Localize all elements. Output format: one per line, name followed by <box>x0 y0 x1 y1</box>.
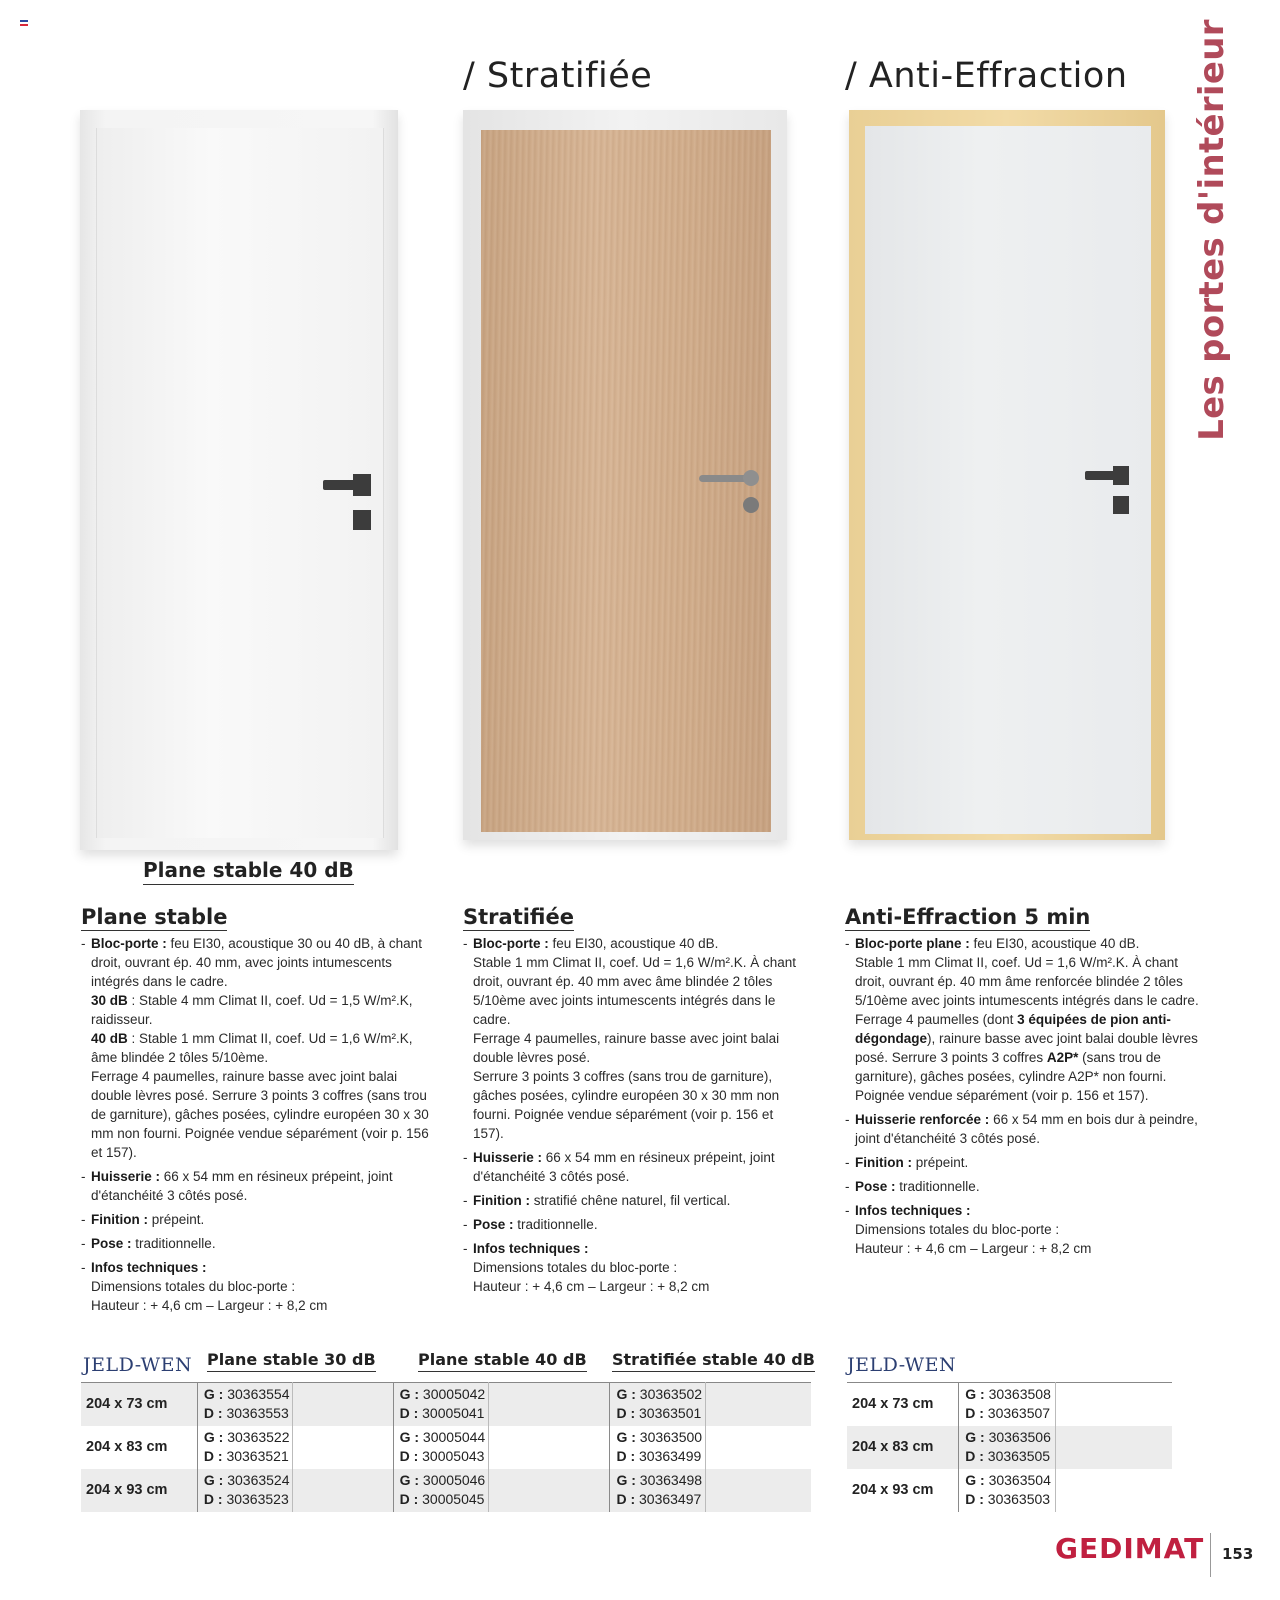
spec-item-infos: - Infos techniques : Dimensions totales du bloc-porte : Hauteur : + 4,6 cm – Largeur : + 8,2 cm <box>463 1239 803 1296</box>
spec-item-bloc-porte: - Bloc-porte : feu EI30, acoustique 30 ou 40 dB, à chant droit, ouvrant ép. 40 mm, avec joints intumescents intégrés dans le cadre. 30 dB : Stable 4 mm Climat II, coef. Ud = 1,5 W/m².K, raidisseur. 40 dB : Stable 1 mm Climat II, coef. Ud = 1,6 W/m².K, âme blindée 2 tôles 5/10ème. Ferrage 4 paumelles, rainure basse avec joint balai double lèvres posé. Serrure 3 points 3 coffres (sans trou de garniture), gâches posées, cylindre européen 30 x 30 mm non fourni. Poignée vendue séparément (voir p. 156 et 157). <box>81 934 441 1162</box>
spec-item-bloc-porte: - Bloc-porte plane : feu EI30, acoustique 40 dB. Stable 1 mm Climat II, coef. Ud = 1,6 W/m².K. À chant droit, ouvrant ép. 40 mm âme renforcée blindée 2 tôles 5/10ème avec joints intumescents intégrés dans le cadre. Ferrage 4 paumelles (dont 3 équipées de pion anti-dégondage), rainure basse avec joint balai double lèvres posé. Serrure 3 points 3 coffres A2P* (sans trou de garniture), gâches posées, cylindre A2P* non fourni. Poignée vendue séparément (voir p. 156 et 157). <box>845 934 1205 1105</box>
reference-code-cell: G : 30363508 D : 30363507 <box>959 1383 1055 1426</box>
side-category-title: Les portes d'intérieur <box>1192 19 1232 441</box>
reference-code-cell: G : 30363504 D : 30363503 <box>959 1469 1055 1512</box>
reference-code-cell: G : 30005046 D : 30005045 <box>393 1469 488 1512</box>
door-image-stratifiee <box>463 110 787 840</box>
spec-item-pose: - Pose : traditionnelle. <box>845 1177 1205 1196</box>
spec-item-huisserie: - Huisserie : 66 x 54 mm en résineux prépeint, joint d'étanchéité 3 côtés posé. <box>81 1167 441 1205</box>
reference-code-cell: G : 30363500 D : 30363499 <box>610 1426 705 1469</box>
size-cell: 204 x 93 cm <box>86 1482 168 1498</box>
size-cell: 204 x 83 cm <box>86 1439 168 1455</box>
spec-list <box>845 934 1205 1258</box>
reference-code-cell: G : 30363524 D : 30363523 <box>197 1469 292 1512</box>
gedimat-logo: GEDIMAT <box>1055 1532 1205 1565</box>
flag-icon <box>20 20 28 26</box>
spec-item-finition: - Finition : stratifié chêne naturel, fil vertical. <box>463 1191 803 1210</box>
door-handle-plate-icon <box>1113 466 1129 485</box>
door-image-plane <box>80 110 398 850</box>
spec-item-pose: - Pose : traditionnelle. <box>463 1215 803 1234</box>
lock-plate-icon <box>1113 496 1129 514</box>
product-column-anti-effraction <box>845 905 1205 1263</box>
door-caption: Plane stable 40 dB <box>143 858 354 885</box>
spec-item-huisserie: - Huisserie renforcée : 66 x 54 mm en bois dur à peindre, joint d'étanchéité 3 côtés posé. <box>845 1110 1205 1148</box>
table-header-plane-40db: Plane stable 40 dB <box>418 1350 587 1372</box>
spec-list <box>463 934 803 1296</box>
brand-logo-jeld-wen: JELD-WEN <box>83 1354 193 1376</box>
product-title: Anti-Effraction 5 min <box>845 905 1091 929</box>
reference-code-cell: G : 30363502 D : 30363501 <box>610 1383 705 1426</box>
section-title-stratifiee: / Stratifiée <box>463 56 653 96</box>
spec-item-pose: - Pose : traditionnelle. <box>81 1234 441 1253</box>
keyhole-icon <box>743 497 759 513</box>
table-header-plane-30db: Plane stable 30 dB <box>207 1350 376 1372</box>
size-cell: 204 x 73 cm <box>86 1396 168 1413</box>
size-cell: 204 x 73 cm <box>852 1396 934 1413</box>
brand-logo-jeld-wen: JELD-WEN <box>847 1354 957 1376</box>
spec-item-infos: - Infos techniques : Dimensions totales du bloc-porte : Hauteur : + 4,6 cm – Largeur : + 8,2 cm <box>81 1258 441 1315</box>
section-title-anti-effraction: / Anti-Effraction <box>845 56 1128 96</box>
spec-item-finition: - Finition : prépeint. <box>81 1210 441 1229</box>
lock-plate-icon <box>353 510 371 530</box>
page-number: 153 <box>1222 1545 1254 1563</box>
reference-code-cell: G : 30363522 D : 30363521 <box>197 1426 292 1469</box>
door-leaf <box>865 126 1151 834</box>
product-title: Plane stable <box>81 905 228 929</box>
reference-code-cell: G : 30363554 D : 30363553 <box>197 1383 292 1426</box>
table-row <box>847 1426 1172 1469</box>
door-image-anti-effraction <box>849 110 1165 840</box>
spec-item-huisserie: - Huisserie : 66 x 54 mm en résineux prépeint, joint d'étanchéité 3 côtés posé. <box>463 1148 803 1186</box>
spec-list <box>81 934 441 1315</box>
product-column-plane <box>81 905 441 1320</box>
reference-code-cell: G : 30005042 D : 30005041 <box>393 1383 488 1426</box>
table-row <box>81 1426 811 1469</box>
spec-item-infos: - Infos techniques : Dimensions totales du bloc-porte : Hauteur : + 4,6 cm – Largeur : + 8,2 cm <box>845 1201 1205 1258</box>
table-row <box>81 1469 811 1512</box>
reference-table-right <box>847 1382 1172 1512</box>
table-row <box>847 1469 1172 1512</box>
divider <box>1210 1533 1211 1577</box>
product-title: Stratifiée <box>463 905 574 929</box>
table-header-stratifiee-40db: Stratifiée stable 40 dB <box>612 1350 815 1372</box>
reference-code-cell: G : 30363498 D : 30363497 <box>610 1469 705 1512</box>
spec-item-bloc-porte: - Bloc-porte : feu EI30, acoustique 40 dB. Stable 1 mm Climat II, coef. Ud = 1,6 W/m².K. À chant droit, ouvrant ép. 40 mm avec âme blindée 2 tôles 5/10ème avec joints intumescents intégrés dans le cadre. Ferrage 4 paumelles, rainure basse avec joint balai double lèvres posé. Serrure 3 points 3 coffres (sans trou de garniture), gâches posées, cylindre européen 30 x 30 mm non fourni. Poignée vendue séparément (voir p. 156 et 157). <box>463 934 803 1143</box>
door-leaf <box>481 130 771 832</box>
reference-table-left <box>81 1382 811 1512</box>
reference-code-cell: G : 30363506 D : 30363505 <box>959 1426 1055 1469</box>
table-row <box>847 1383 1172 1426</box>
product-column-stratifiee <box>463 905 803 1301</box>
size-cell: 204 x 93 cm <box>852 1482 934 1498</box>
reference-code-cell: G : 30005044 D : 30005043 <box>393 1426 488 1469</box>
spec-item-finition: - Finition : prépeint. <box>845 1153 1205 1172</box>
door-leaf <box>96 128 384 838</box>
door-rosette-icon <box>743 470 759 486</box>
size-cell: 204 x 83 cm <box>852 1439 934 1455</box>
table-row <box>81 1383 811 1426</box>
door-handle-plate-icon <box>353 474 371 496</box>
